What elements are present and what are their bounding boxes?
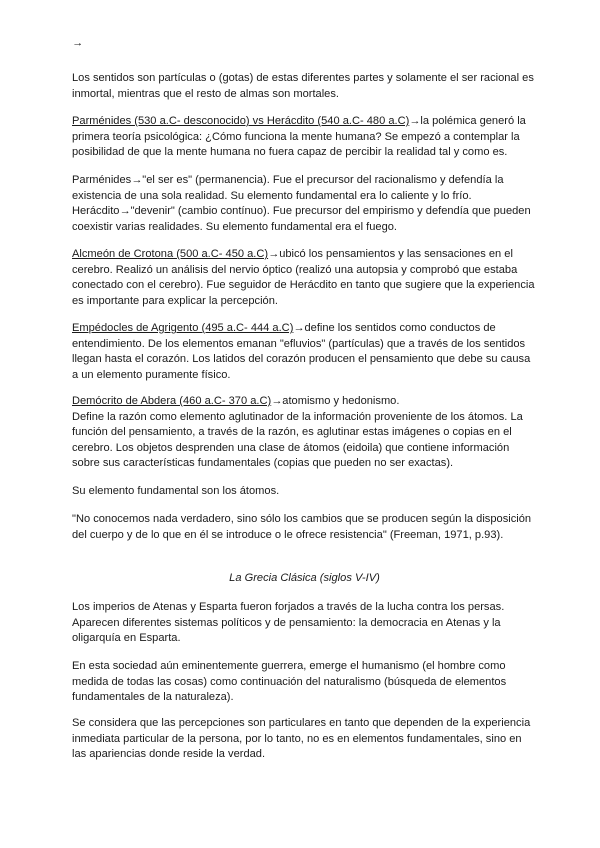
paragraph-alcmeon (72, 247, 537, 309)
heading-democrito: Demócrito de Abdera (460 a.C- 370 a.C) (72, 395, 272, 407)
text-empedocles: →define los sentidos como conductos de entendimiento. De los elementos emanan "efluvios" (partículas) que a través de los sentidos llegan hasta el corazón. Los latidos del corazón producen el pensamiento que debe su causa a un elemento puramente físico. (72, 322, 531, 381)
top-arrow: → (72, 37, 84, 49)
text-alcmeon: →ubicó los pensamientos y las sensaciones en el cerebro. Realizó un análisis del nervio óptico (realizó una autopsia y comprobó que estaba conectado con el cerebro). Fue seguidor de Herácdito en tanto que sugiere que la experiencia es importante para explicar la percepción. (72, 248, 535, 307)
paragraph-atenas-esparta: Los imperios de Atenas y Esparta fueron forjados a través de la lucha contra los persas. Aparecen diferentes sistemas políticos y de pensamiento: la democracia en Atenas y la oligarquía en Esparta. (72, 601, 505, 644)
heading-empedocles: Empédocles de Agrigento (495 a.C- 444 a.C) (72, 322, 294, 334)
body-democrito: Define la razón como elemento aglutinador de la información proveniente de los átomos. La función del pensamiento, a través de la razón, es aglutinar estas imágenes o copias en el cerebro. Los objetos desprenden una clase de átomos (eidoila) que contiene información sobre sus características fundamentales (copias que pueden no ser exactas). (72, 410, 523, 469)
quote-freeman: "No conocemos nada verdadero, sino sólo los cambios que se producen según la disposición del cuerpo y de lo que en él se introduce o le ofrece resistencia" (Freeman, 1971, p.93). (72, 513, 532, 541)
paragraph-democrito (72, 394, 537, 472)
text-democrito: →atomismo y hedonismo. (271, 395, 400, 407)
section-heading-grecia-clasica: La Grecia Clásica (siglos V-IV) (229, 572, 380, 584)
paragraph-humanismo: En esta sociedad aún eminentemente guerrera, emerge el humanismo (el hombre como medida de todas las cosas) como continuación del naturalismo (búsqueda de elementos fundamentales de la naturaleza). (72, 660, 507, 703)
heading-alcmeon: Alcmeón de Crotona (500 a.C- 450 a.C) (72, 248, 269, 260)
heading-parmenides-heraclito: Parménides (530 a.C- desconocido) vs Herácdito (540 a.C- 480 a.C) (72, 115, 410, 127)
text-parmenides-heraclito: →la polémica generó la primera teoría psicológica: ¿Cómo funciona la mente humana? Se empezó a contemplar la posibilidad de que la mente humana no fuera capaz de percibir la realidad tal y como es. (72, 115, 526, 158)
paragraph-percepciones: Se considera que las percepciones son particulares en tanto que dependen de la experiencia inmediata particular de la persona, por lo tanto, no es en elementos fundamentales, sino en las apariencias donde reside la verdad. (72, 717, 531, 760)
paragraph-sentidos: Los sentidos son partículas o (gotas) de estas diferentes partes y solamente el ser racional es inmortal, mientras que el resto de almas son mortales. (72, 72, 534, 100)
paragraph-atomos: Su elemento fundamental son los átomos. (72, 485, 280, 497)
paragraph-parmenides-heraclito (72, 114, 537, 161)
paragraph-ser-devenir: Parménides→"el ser es" (permanencia). Fue el precursor del racionalismo y defendía la existencia de una sola realidad. Su elemento fundamental era lo caliente y lo frío. Herácdito→"devenir" (cambio contínuo). Fue precursor del empirismo y defendía que pueden coexistir varias realidades. Su elemento fundamental era el fuego. (72, 174, 531, 233)
paragraph-empedocles (72, 321, 537, 383)
